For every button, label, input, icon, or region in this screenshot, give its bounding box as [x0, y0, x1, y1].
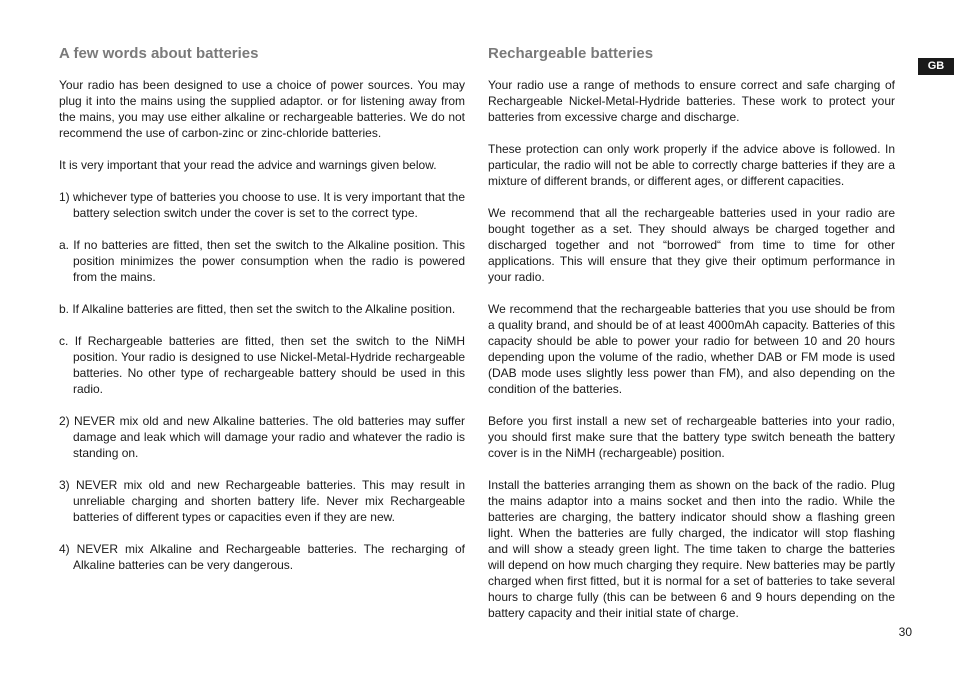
paragraph-switch-position: Before you first install a new set of rechargeable batteries into your radio, you should first make sure that the battery type switch beneath the battery cover is in the NiMH (rechargeable) position.: [488, 414, 895, 460]
page-number: 30: [898, 625, 912, 639]
paragraph-protection: These protection can only work properly if the advice above is followed. In particular, the radio will not be able to correctly charge batteries if they are a mixture of different brands, or different ages, or different capacities.: [488, 142, 895, 188]
section-heading-batteries: A few words about batteries: [59, 45, 259, 62]
list-item-a: a. If no batteries are fitted, then set the switch to the Alkaline position. This position minimizes the power consumption when the radio is powered from the mains.: [59, 238, 465, 284]
right-column: [488, 44, 895, 637]
paragraph-buy-as-set: We recommend that all the rechargeable batteries used in your radio are bought together as a set. They should always be charged together and discharged together and not “borrowed“ from time to time for other applications. This will ensure that they give their optimum performance in your radio.: [488, 206, 895, 284]
list-item-c: c. If Rechargeable batteries are fitted, then set the switch to the NiMH position. Your radio is designed to use Nickel-Metal-Hydride rechargeable batteries. No other type of rechargeable battery should be used in this radio.: [59, 334, 465, 396]
paragraph-charging-methods: Your radio use a range of methods to ensure correct and safe charging of Rechargeable Nickel-Metal-Hydride batteries. These work to protect your batteries from excessive charge and discharge.: [488, 78, 895, 124]
list-item-1: 1) whichever type of batteries you choose to use. It is very important that the battery selection switch under the cover is set to the correct type.: [59, 190, 465, 220]
list-item-2: 2) NEVER mix old and new Alkaline batteries. The old batteries may suffer damage and leak which will damage your radio and whatever the radio is standing on.: [59, 414, 465, 460]
left-column: [59, 44, 465, 589]
paragraph-capacity: We recommend that the rechargeable batteries that you use should be from a quality brand, and should be of at least 4000mAh capacity. Batteries of this capacity should be able to power your radio for between 10 and 20 hours depending upon the volume of the radio, whether DAB or FM mode is used (DAB mode uses slightly less power than FM), and also depending on the condition of the batteries.: [488, 302, 895, 396]
paragraph-power-sources: Your radio has been designed to use a choice of power sources. You may plug it into the mains using the supplied adaptor. or for listening away from the mains, you may use either alkaline or rechargeable batteries. We do not recommend the use of carbon-zinc or zinc-chloride batteries.: [59, 78, 465, 140]
list-item-4: 4) NEVER mix Alkaline and Rechargeable batteries. The recharging of Alkaline batteries can be very dangerous.: [59, 542, 465, 572]
paragraph-warning-intro: It is very important that your read the advice and warnings given below.: [59, 158, 437, 172]
list-item-3: 3) NEVER mix old and new Rechargeable batteries. This may result in unreliable charging and shorten battery life. Never mix Rechargeable batteries of different types or capacities even if they are new.: [59, 478, 465, 524]
section-heading-rechargeable: Rechargeable batteries: [488, 45, 654, 62]
language-tab: GB: [918, 58, 954, 75]
paragraph-install-charge: Install the batteries arranging them as shown on the back of the radio. Plug the mains adaptor into a mains socket and then into the radio. While the batteries are charging, the battery indicator should show a flashing green light. When the batteries are fully charged, the indicator will stop flashing and will show a steady green light. The time taken to charge the batteries will depend on how much charging they require. New batteries may be partly charged when first fitted, but it is normal for a set of batteries to take several hours to charge fully (this can be between 6 and 9 hours depending on the battery capacity and their initial state of charge.: [488, 478, 895, 620]
list-item-b: b. If Alkaline batteries are fitted, then set the switch to the Alkaline position.: [59, 302, 456, 316]
